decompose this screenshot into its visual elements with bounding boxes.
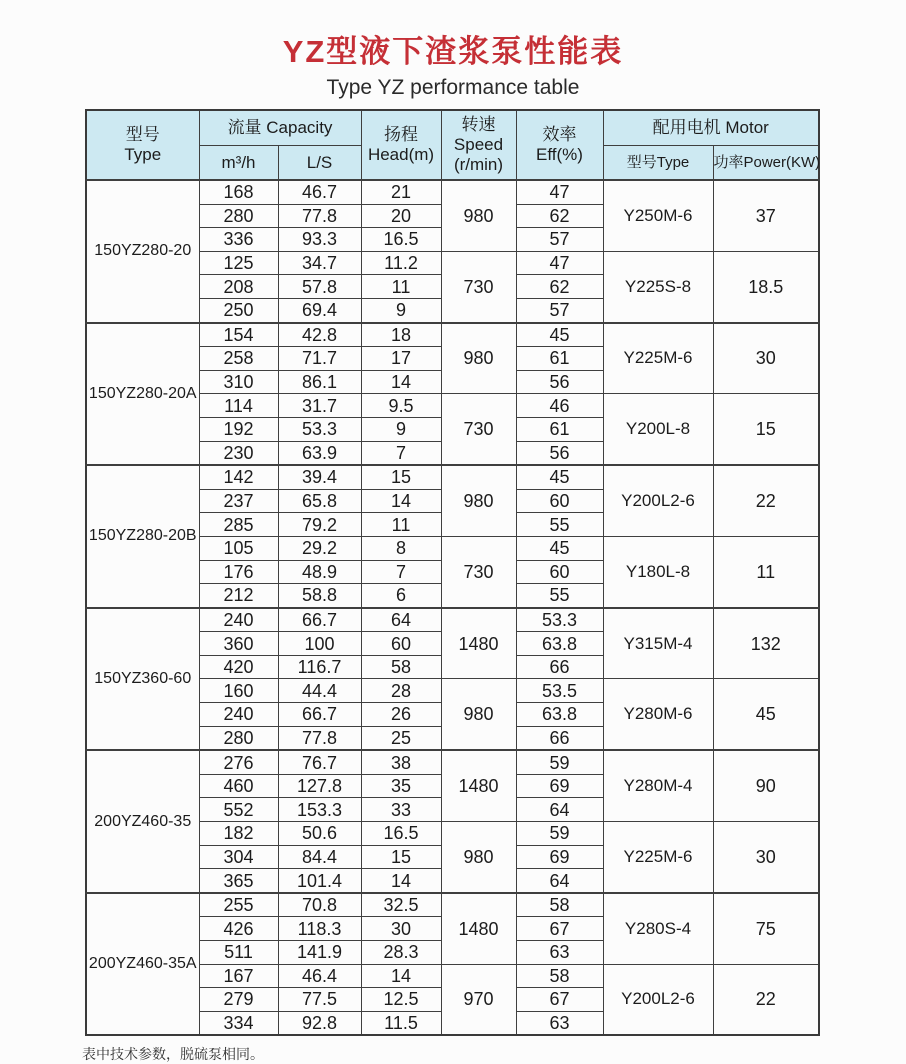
page-title: YZ型液下渣浆泵性能表 — [282, 34, 624, 69]
head-cell: 14 — [361, 370, 441, 394]
capacity-m3h-cell: 360 — [199, 632, 278, 656]
header-efficiency — [516, 110, 603, 180]
head-cell: 32.5 — [361, 893, 441, 917]
capacity-ls-cell: 77.5 — [278, 988, 361, 1012]
motor-type-cell: Y225M-6 — [603, 822, 713, 893]
table-row — [86, 750, 819, 774]
header-speed-cn: 转速 — [461, 115, 496, 134]
header-head-cn: 扬程 — [384, 125, 418, 144]
header-head-en: Head(m) — [367, 145, 435, 164]
motor-type-cell: Y280S-4 — [603, 893, 713, 964]
eff-cell: 55 — [516, 513, 603, 537]
capacity-ls-cell: 76.7 — [278, 750, 361, 774]
eff-cell: 63.8 — [516, 703, 603, 727]
eff-cell: 66 — [516, 655, 603, 679]
capacity-m3h-cell: 237 — [199, 489, 278, 513]
footnote: 表中技术参数，脱硫泵相同。 — [82, 1046, 264, 1063]
capacity-m3h-cell: 280 — [199, 204, 278, 228]
capacity-ls-cell: 77.8 — [278, 726, 361, 750]
capacity-ls-cell: 58.8 — [278, 584, 361, 608]
motor-type-cell: Y225S-8 — [603, 251, 713, 322]
eff-cell: 63.8 — [516, 632, 603, 656]
capacity-ls-cell: 31.7 — [278, 394, 361, 418]
speed-cell: 1480 — [441, 893, 516, 964]
capacity-ls-cell: 66.7 — [278, 703, 361, 727]
head-cell: 11.2 — [361, 251, 441, 275]
speed-cell: 1480 — [441, 608, 516, 679]
capacity-ls-cell: 93.3 — [278, 228, 361, 252]
performance-table-body — [86, 180, 819, 1035]
speed-cell: 980 — [441, 679, 516, 750]
capacity-m3h-cell: 310 — [199, 370, 278, 394]
eff-cell: 55 — [516, 584, 603, 608]
eff-cell: 47 — [516, 251, 603, 275]
capacity-ls-cell: 153.3 — [278, 798, 361, 822]
capacity-ls-cell: 92.8 — [278, 1011, 361, 1035]
eff-cell: 58 — [516, 964, 603, 988]
head-cell: 38 — [361, 750, 441, 774]
eff-cell: 59 — [516, 822, 603, 846]
head-cell: 58 — [361, 655, 441, 679]
motor-type-cell: Y200L2-6 — [603, 465, 713, 536]
eff-cell: 45 — [516, 536, 603, 560]
head-cell: 12.5 — [361, 988, 441, 1012]
eff-cell: 45 — [516, 323, 603, 347]
head-cell: 18 — [361, 323, 441, 347]
eff-cell: 53.3 — [516, 608, 603, 632]
capacity-m3h-cell: 105 — [199, 536, 278, 560]
capacity-ls-cell: 48.9 — [278, 560, 361, 584]
capacity-m3h-cell: 240 — [199, 703, 278, 727]
capacity-m3h-cell: 182 — [199, 822, 278, 846]
capacity-ls-cell: 101.4 — [278, 869, 361, 893]
eff-cell: 57 — [516, 228, 603, 252]
header-capacity: 流量 Capacity — [199, 110, 361, 146]
capacity-m3h-cell: 279 — [199, 988, 278, 1012]
eff-cell: 57 — [516, 298, 603, 322]
head-cell: 8 — [361, 536, 441, 560]
capacity-m3h-cell: 511 — [199, 941, 278, 965]
head-cell: 7 — [361, 441, 441, 465]
header-row-1 — [86, 110, 819, 146]
table-row — [86, 180, 819, 204]
capacity-m3h-cell: 280 — [199, 726, 278, 750]
capacity-ls-cell: 79.2 — [278, 513, 361, 537]
header-eff-en: Eff(%) — [536, 145, 583, 164]
eff-cell: 56 — [516, 370, 603, 394]
eff-cell: 63 — [516, 941, 603, 965]
motor-type-cell: Y280M-6 — [603, 679, 713, 750]
capacity-ls-cell: 50.6 — [278, 822, 361, 846]
speed-cell: 980 — [441, 822, 516, 893]
capacity-ls-cell: 46.7 — [278, 180, 361, 204]
speed-cell: 730 — [441, 251, 516, 322]
head-cell: 28 — [361, 679, 441, 703]
motor-type-cell: Y225M-6 — [603, 323, 713, 394]
head-cell: 60 — [361, 632, 441, 656]
eff-cell: 47 — [516, 180, 603, 204]
eff-cell: 46 — [516, 394, 603, 418]
motor-power-cell: 30 — [713, 822, 819, 893]
header-speed — [441, 110, 516, 180]
head-cell: 20 — [361, 204, 441, 228]
capacity-m3h-cell: 212 — [199, 584, 278, 608]
speed-cell: 730 — [441, 536, 516, 607]
header-speed-unit: (r/min) — [453, 155, 504, 174]
capacity-m3h-cell: 420 — [199, 655, 278, 679]
capacity-m3h-cell: 460 — [199, 774, 278, 798]
header-motor-power — [713, 146, 819, 181]
head-cell: 33 — [361, 798, 441, 822]
eff-cell: 66 — [516, 726, 603, 750]
capacity-ls-cell: 57.8 — [278, 275, 361, 299]
capacity-ls-cell: 71.7 — [278, 347, 361, 371]
capacity-ls-cell: 69.4 — [278, 298, 361, 322]
capacity-m3h-cell: 258 — [199, 347, 278, 371]
capacity-m3h-cell: 168 — [199, 180, 278, 204]
table-row — [86, 893, 819, 917]
capacity-ls-cell: 63.9 — [278, 441, 361, 465]
eff-cell: 67 — [516, 988, 603, 1012]
motor-power-cell: 132 — [713, 608, 819, 679]
capacity-m3h-cell: 240 — [199, 608, 278, 632]
capacity-ls-cell: 118.3 — [278, 917, 361, 941]
capacity-m3h-cell: 167 — [199, 964, 278, 988]
eff-cell: 60 — [516, 489, 603, 513]
capacity-m3h-cell: 176 — [199, 560, 278, 584]
motor-power-cell: 30 — [713, 323, 819, 394]
head-cell: 64 — [361, 608, 441, 632]
speed-cell: 980 — [441, 323, 516, 394]
header-motor: 配用电机 Motor — [603, 110, 819, 146]
head-cell: 14 — [361, 964, 441, 988]
capacity-m3h-cell: 336 — [199, 228, 278, 252]
head-cell: 30 — [361, 917, 441, 941]
capacity-ls-cell: 70.8 — [278, 893, 361, 917]
head-cell: 14 — [361, 489, 441, 513]
speed-cell: 730 — [441, 394, 516, 465]
capacity-m3h-cell: 255 — [199, 893, 278, 917]
head-cell: 35 — [361, 774, 441, 798]
capacity-ls-cell: 77.8 — [278, 204, 361, 228]
motor-power-cell: 15 — [713, 394, 819, 465]
capacity-m3h-cell: 160 — [199, 679, 278, 703]
head-cell: 9 — [361, 417, 441, 441]
motor-power-cell: 22 — [713, 465, 819, 536]
model-cell: 200YZ460-35 — [86, 750, 199, 893]
head-cell: 7 — [361, 560, 441, 584]
header-head — [361, 110, 441, 180]
motor-type-cell: Y200L-8 — [603, 394, 713, 465]
header-speed-en: Speed — [453, 135, 504, 154]
head-cell: 9 — [361, 298, 441, 322]
eff-cell: 59 — [516, 750, 603, 774]
head-cell: 26 — [361, 703, 441, 727]
capacity-ls-cell: 44.4 — [278, 679, 361, 703]
eff-cell: 64 — [516, 798, 603, 822]
capacity-ls-cell: 100 — [278, 632, 361, 656]
capacity-m3h-cell: 142 — [199, 465, 278, 489]
motor-power-cell: 37 — [713, 180, 819, 251]
capacity-ls-cell: 116.7 — [278, 655, 361, 679]
eff-cell: 69 — [516, 774, 603, 798]
capacity-ls-cell: 46.4 — [278, 964, 361, 988]
motor-type-cell: Y250M-6 — [603, 180, 713, 251]
header-eff-cn: 效率 — [542, 125, 577, 144]
performance-table — [85, 109, 820, 1036]
motor-power-cell: 45 — [713, 679, 819, 750]
eff-cell: 62 — [516, 275, 603, 299]
capacity-m3h-cell: 334 — [199, 1011, 278, 1035]
capacity-m3h-cell: 192 — [199, 417, 278, 441]
head-cell: 9.5 — [361, 394, 441, 418]
head-cell: 28.3 — [361, 941, 441, 965]
capacity-m3h-cell: 276 — [199, 750, 278, 774]
head-cell: 14 — [361, 869, 441, 893]
capacity-m3h-cell: 426 — [199, 917, 278, 941]
head-cell: 16.5 — [361, 822, 441, 846]
eff-cell: 61 — [516, 347, 603, 371]
eff-cell: 67 — [516, 917, 603, 941]
header-motor-type-label: 型号Type — [626, 154, 690, 171]
capacity-ls-cell: 66.7 — [278, 608, 361, 632]
performance-table-header — [86, 110, 819, 180]
capacity-m3h-cell: 154 — [199, 323, 278, 347]
motor-type-cell: Y315M-4 — [603, 608, 713, 679]
table-row — [86, 465, 819, 489]
eff-cell: 45 — [516, 465, 603, 489]
capacity-ls-cell: 141.9 — [278, 941, 361, 965]
capacity-m3h-cell: 230 — [199, 441, 278, 465]
speed-cell: 1480 — [441, 750, 516, 821]
eff-cell: 53.5 — [516, 679, 603, 703]
table-row — [86, 323, 819, 347]
eff-cell: 61 — [516, 417, 603, 441]
eff-cell: 62 — [516, 204, 603, 228]
motor-type-cell: Y280M-4 — [603, 750, 713, 821]
capacity-ls-cell: 29.2 — [278, 536, 361, 560]
capacity-ls-cell: 65.8 — [278, 489, 361, 513]
header-capacity-ls: L/S — [278, 146, 361, 181]
capacity-ls-cell: 34.7 — [278, 251, 361, 275]
capacity-m3h-cell: 365 — [199, 869, 278, 893]
motor-type-cell: Y180L-8 — [603, 536, 713, 607]
eff-cell: 60 — [516, 560, 603, 584]
header-type-en: Type — [124, 145, 162, 164]
capacity-ls-cell: 53.3 — [278, 417, 361, 441]
head-cell: 15 — [361, 845, 441, 869]
head-cell: 11.5 — [361, 1011, 441, 1035]
head-cell: 17 — [361, 347, 441, 371]
speed-cell: 980 — [441, 180, 516, 251]
capacity-ls-cell: 39.4 — [278, 465, 361, 489]
motor-type-cell: Y200L2-6 — [603, 964, 713, 1035]
model-cell: 150YZ280-20B — [86, 465, 199, 608]
header-type-cn: 型号 — [125, 125, 160, 144]
motor-power-cell: 22 — [713, 964, 819, 1035]
header-capacity-m3h: m³/h — [199, 146, 278, 181]
eff-cell: 64 — [516, 869, 603, 893]
speed-cell: 980 — [441, 465, 516, 536]
motor-power-cell: 18.5 — [713, 251, 819, 322]
header-motor-power-label: 功率Power(KW) — [713, 154, 821, 171]
eff-cell: 56 — [516, 441, 603, 465]
capacity-m3h-cell: 114 — [199, 394, 278, 418]
capacity-m3h-cell: 552 — [199, 798, 278, 822]
header-type — [86, 110, 199, 180]
model-cell: 150YZ280-20 — [86, 180, 199, 323]
motor-power-cell: 11 — [713, 536, 819, 607]
motor-power-cell: 90 — [713, 750, 819, 821]
capacity-m3h-cell: 285 — [199, 513, 278, 537]
head-cell: 25 — [361, 726, 441, 750]
capacity-m3h-cell: 304 — [199, 845, 278, 869]
capacity-m3h-cell: 250 — [199, 298, 278, 322]
capacity-m3h-cell: 208 — [199, 275, 278, 299]
eff-cell: 69 — [516, 845, 603, 869]
capacity-ls-cell: 84.4 — [278, 845, 361, 869]
speed-cell: 970 — [441, 964, 516, 1035]
header-motor-type — [603, 146, 713, 181]
capacity-m3h-cell: 125 — [199, 251, 278, 275]
eff-cell: 58 — [516, 893, 603, 917]
capacity-ls-cell: 86.1 — [278, 370, 361, 394]
head-cell: 15 — [361, 465, 441, 489]
head-cell: 21 — [361, 180, 441, 204]
page-subtitle: Type YZ performance table — [326, 76, 580, 99]
head-cell: 11 — [361, 275, 441, 299]
head-cell: 6 — [361, 584, 441, 608]
motor-power-cell: 75 — [713, 893, 819, 964]
head-cell: 16.5 — [361, 228, 441, 252]
model-cell: 150YZ360-60 — [86, 608, 199, 751]
eff-cell: 63 — [516, 1011, 603, 1035]
capacity-ls-cell: 42.8 — [278, 323, 361, 347]
table-row — [86, 608, 819, 632]
model-cell: 150YZ280-20A — [86, 323, 199, 466]
model-cell: 200YZ460-35A — [86, 893, 199, 1036]
head-cell: 11 — [361, 513, 441, 537]
capacity-ls-cell: 127.8 — [278, 774, 361, 798]
